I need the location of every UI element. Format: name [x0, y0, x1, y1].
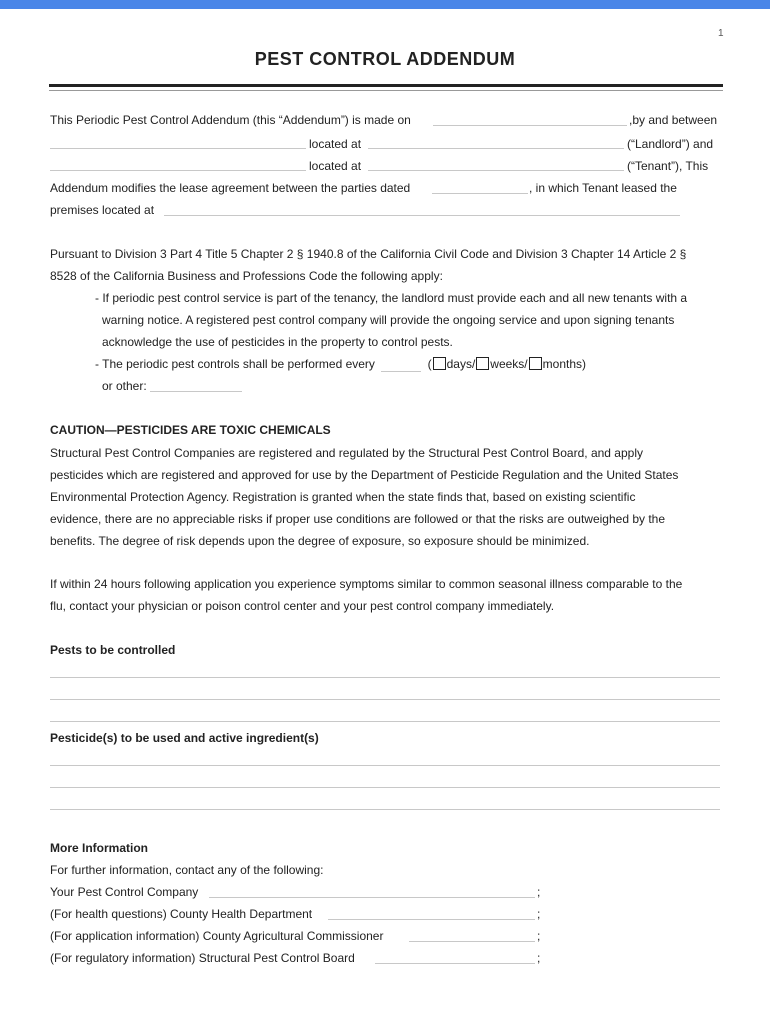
more-info-intro: For further information, contact any of the following: — [50, 863, 324, 877]
symptoms-line-1: If within 24 hours following application you experience symptoms similar to common seasonal illness comparable to the — [50, 577, 683, 591]
page-number: 1 — [718, 28, 724, 39]
statute-line-1: Pursuant to Division 3 Part 4 Title 5 Chapter 2 § 1940.8 of the California Civil Code and Division 3 Chapter 14 Article 2 § — [50, 247, 687, 261]
frequency-label: - The periodic pest controls shall be performed every — [95, 357, 375, 371]
tenant-name-field[interactable] — [50, 170, 306, 171]
weeks-checkbox[interactable] — [476, 357, 489, 370]
intro-by-and-between: ,by and between — [629, 113, 718, 127]
pests-line-1[interactable] — [50, 677, 720, 678]
title-rule-thin — [49, 90, 723, 91]
other-frequency-field[interactable] — [150, 391, 242, 392]
contact-3-terminator: ; — [537, 929, 541, 943]
landlord-address-field[interactable] — [368, 148, 624, 149]
bullet-1-line-2: warning notice. A registered pest control company will provide the ongoing service and upon signing tenants — [102, 313, 675, 327]
health-department-field[interactable] — [328, 919, 535, 920]
contact-2-terminator: ; — [537, 907, 541, 921]
caution-line-4: evidence, there are no appreciable risks if proper use conditions are followed or that the risks are outweighed by the — [50, 512, 666, 526]
pests-line-3[interactable] — [50, 721, 720, 722]
tenant-address-field[interactable] — [368, 170, 624, 171]
contact-1-terminator: ; — [537, 885, 541, 899]
landlord-label: (“Landlord”) and — [627, 137, 714, 151]
contact-agricultural-label: (For application information) County Agricultural Commissioner — [50, 929, 384, 943]
lease-date-field[interactable] — [432, 193, 528, 194]
caution-line-1: Structural Pest Control Companies are registered and regulated by the Structural Pest Control Board, and apply — [50, 446, 643, 460]
bullet-1-line-3: acknowledge the use of pesticides in the property to control pests. — [102, 335, 453, 349]
months-checkbox[interactable] — [529, 357, 542, 370]
landlord-name-field[interactable] — [50, 148, 306, 149]
contact-health-label: (For health questions) County Health Department — [50, 907, 313, 921]
pesticides-heading: Pesticide(s) to be used and active ingredient(s) — [50, 731, 319, 745]
days-label: days/ — [446, 357, 476, 371]
contact-board-label: (For regulatory information) Structural Pest Control Board — [50, 951, 355, 965]
other-label: or other: — [102, 379, 147, 393]
tenant-located-at: located at — [309, 159, 362, 173]
intro-line-4-end: , in which Tenant leased the — [529, 181, 677, 195]
caution-line-2: pesticides which are registered and approved for use by the Department of Pesticide Regulation and the United States — [50, 468, 679, 482]
contact-pest-company-label: Your Pest Control Company — [50, 885, 199, 899]
days-checkbox[interactable] — [433, 357, 446, 370]
pests-line-2[interactable] — [50, 699, 720, 700]
premises-address-field[interactable] — [164, 215, 680, 216]
pest-control-board-field[interactable] — [375, 963, 535, 964]
title-rule-thick — [49, 84, 723, 87]
pesticides-line-3[interactable] — [50, 809, 720, 810]
bullet-1-line-1: - If periodic pest control service is part of the tenancy, the landlord must provide each and all new tenants with a — [95, 291, 688, 305]
date-made-field[interactable] — [433, 125, 627, 126]
statute-line-2: 8528 of the California Business and Professions Code the following apply: — [50, 269, 443, 283]
document-title: PEST CONTROL ADDENDUM — [254, 49, 516, 69]
intro-line-1: This Periodic Pest Control Addendum (this “Addendum”) is made on — [50, 113, 411, 127]
more-info-heading: More Information — [50, 841, 148, 855]
frequency-open-paren: ( — [427, 357, 432, 371]
months-label: months) — [542, 357, 587, 371]
frequency-number-field[interactable] — [381, 357, 421, 372]
pesticides-line-1[interactable] — [50, 765, 720, 766]
landlord-located-at: located at — [309, 137, 362, 151]
caution-line-5: benefits. The degree of risk depends upon the degree of exposure, so exposure should be minimized. — [50, 534, 590, 548]
intro-line-4: Addendum modifies the lease agreement between the parties dated — [50, 181, 411, 195]
pesticides-line-2[interactable] — [50, 787, 720, 788]
pests-heading: Pests to be controlled — [50, 643, 176, 657]
contact-4-terminator: ; — [537, 951, 541, 965]
pest-company-field[interactable] — [209, 897, 535, 898]
top-accent-bar — [0, 0, 770, 9]
intro-line-5: premises located at — [50, 203, 155, 217]
agricultural-commissioner-field[interactable] — [409, 941, 535, 942]
caution-heading: CAUTION—PESTICIDES ARE TOXIC CHEMICALS — [50, 423, 331, 437]
frequency-row — [95, 357, 586, 372]
tenant-label: (“Tenant”), This — [627, 159, 709, 173]
caution-line-3: Environmental Protection Agency. Registration is granted when the state finds that, based on existing scientific — [50, 490, 636, 504]
symptoms-line-2: flu, contact your physician or poison control center and your pest control company immediately. — [50, 599, 555, 613]
weeks-label: weeks/ — [490, 357, 528, 371]
